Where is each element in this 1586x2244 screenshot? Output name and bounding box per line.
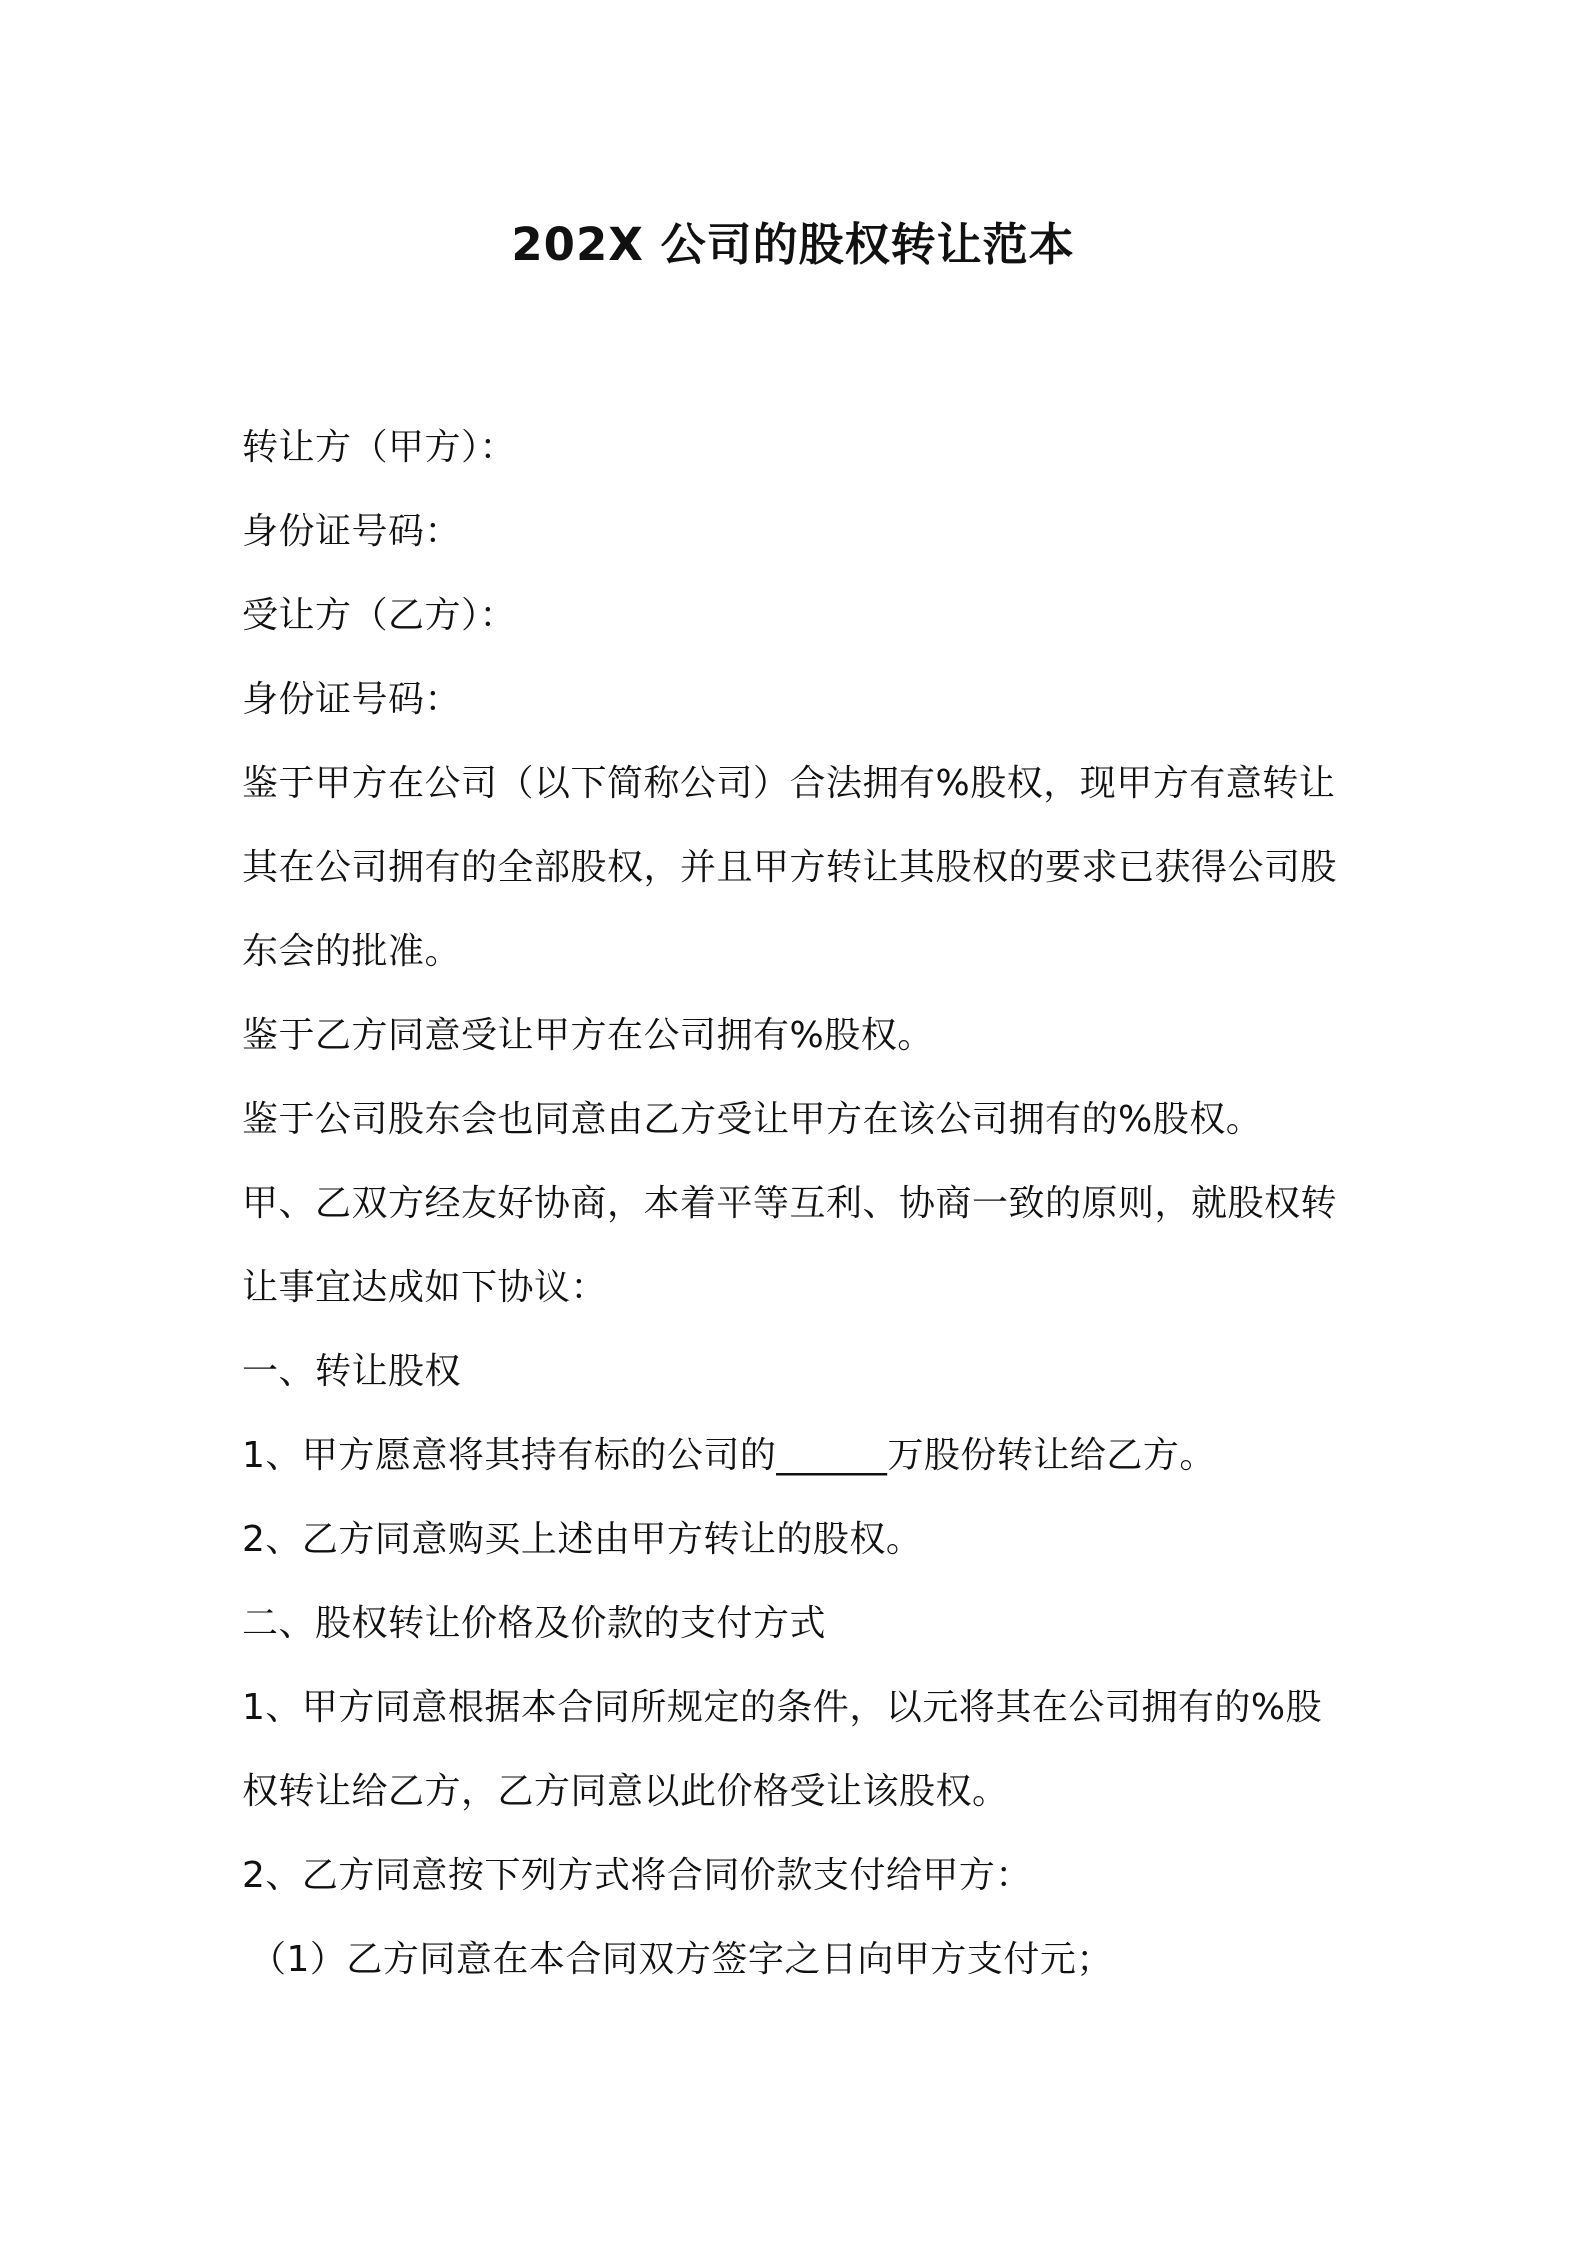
agreement-intro-line-1: 甲、乙双方经友好协商，本着平等互利、协商一致的原则，就股权转	[242, 1183, 1338, 1224]
section-heading-price-payment: 二、股权转让价格及价款的支付方式	[242, 1603, 827, 1644]
price-clause-1-line-2: 权转让给乙方，乙方同意以此价格受让该股权。	[242, 1771, 1009, 1812]
transferor-id-label: 身份证号码：	[242, 511, 462, 552]
price-clause-1-line-1: 1、甲方同意根据本合同所规定的条件，以元将其在公司拥有的%股	[242, 1687, 1323, 1728]
recital-paragraph-1-line-3: 东会的批准。	[242, 931, 462, 972]
document-title: 202X 公司的股权转让范本	[511, 218, 1075, 271]
recital-paragraph-1-line-1: 鉴于甲方在公司（以下简称公司）合法拥有%股权，现甲方有意转让	[242, 763, 1336, 804]
payment-item-1: （1）乙方同意在本合同双方签字之日向甲方支付元；	[250, 1939, 1113, 1980]
recital-paragraph-3: 鉴于公司股东会也同意由乙方受让甲方在该公司拥有的%股权。	[242, 1099, 1263, 1140]
transferor-label: 转让方（甲方）：	[242, 427, 517, 468]
recital-paragraph-2: 鉴于乙方同意受让甲方在公司拥有%股权。	[242, 1015, 934, 1056]
transfer-clause-2: 2、乙方同意购买上述由甲方转让的股权。	[242, 1519, 923, 1560]
transfer-clause-1: 1、甲方愿意将其持有标的公司的______万股份转让给乙方。	[242, 1435, 1216, 1476]
transferee-label: 受让方（乙方）：	[242, 595, 517, 636]
transferee-id-label: 身份证号码：	[242, 679, 462, 720]
agreement-intro-line-2: 让事宜达成如下协议：	[242, 1267, 608, 1308]
recital-paragraph-1-line-2: 其在公司拥有的全部股权，并且甲方转让其股权的要求已获得公司股	[242, 847, 1338, 888]
price-clause-2: 2、乙方同意按下列方式将合同价款支付给甲方：	[242, 1855, 1032, 1896]
document-body	[242, 406, 1352, 2002]
section-heading-transfer: 一、转让股权	[242, 1351, 462, 1392]
